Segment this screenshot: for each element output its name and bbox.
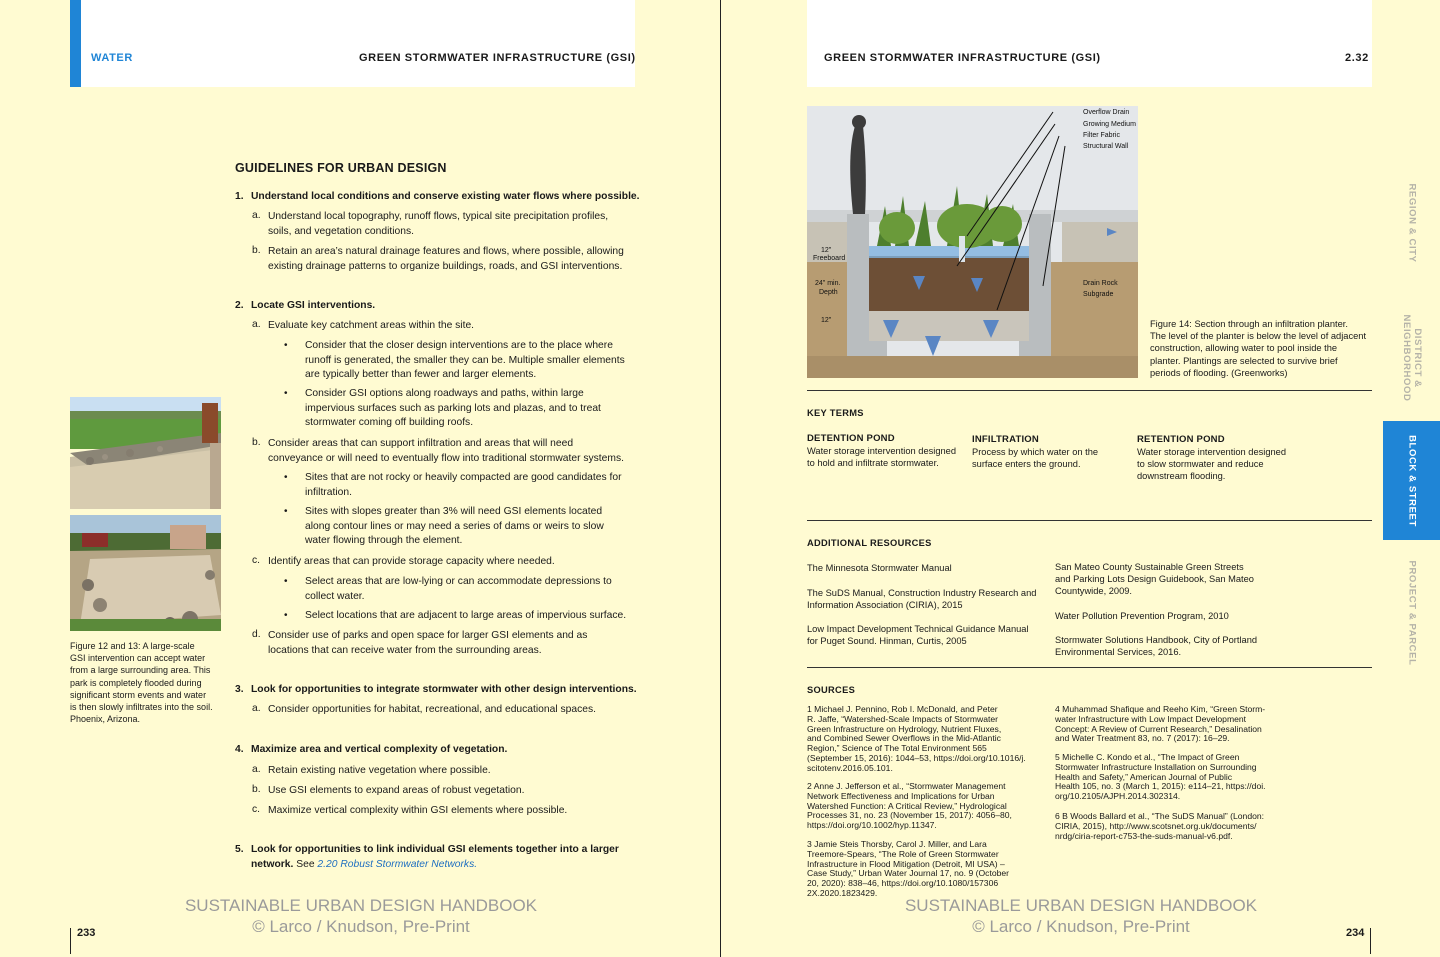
guideline-5: Look for opportunities to link individual GSI elements together into a larger network. See 2.20 Robust Stormwater Networks.: [251, 844, 619, 870]
side-tab-region-city[interactable]: [1383, 150, 1440, 295]
page-number-rule: [1370, 928, 1371, 954]
label-drain-rock: Drain Rock: [1083, 280, 1118, 287]
guideline-2c-bullet-1: Select areas that are low-lying or can accommodate depressions to collect water.: [305, 576, 612, 602]
label-subgrade: Subgrade: [1083, 291, 1114, 298]
guideline-1-number: 1.: [235, 191, 244, 202]
guideline-2b-bullet-1: Sites that are not rocky or heavily compacted are good candidates for infiltration.: [305, 472, 622, 498]
side-tab-label: DISTRICT & NEIGHBORHOOD: [1400, 314, 1423, 401]
resource-item: San Mateo County Sustainable Green Streets and Parking Lots Design Guidebook, San Mateo Countywide, 2009.: [1055, 562, 1254, 597]
source-2: 2 Anne J. Jefferson et al., “Stormwater Management Network Effectiveness and Implications for Urban Watershed Function: A Critical Review,” Hydrological Processes 31, no. 23 (November 15, 2017): 4056–80, https://doi.org/10.1002/hyp.11347.: [807, 781, 1012, 831]
label-filter-fabric: Filter Fabric: [1083, 132, 1120, 139]
bullet: •: [284, 340, 288, 351]
guideline-5-number: 5.: [235, 844, 244, 855]
list-letter: d.: [252, 629, 261, 640]
source-1: 1 Michael J. Pennino, Rob I. McDonald, and Peter R. Jaffe, “Watershed-Scale Impacts of Stormwater Green Infrastructure on Hydrology, Nutrient Fluxes, and Combined Sewer Overflows in the Mid-Atlantic Region,” Science of The Total Environment 565 (September 15, 2016): 1044–53, https://doi.org/10.1016/j. scitotenv.2016.05.101.: [807, 704, 1026, 773]
page-header: [70, 0, 635, 87]
side-tab-project-parcel[interactable]: [1383, 545, 1440, 680]
guideline-4a: Retain existing native vegetation where possible.: [268, 765, 491, 776]
guideline-2c: Identify areas that can provide storage capacity where needed.: [268, 556, 555, 567]
sources-heading: SOURCES: [807, 685, 856, 695]
label-depth-value: 24" min.: [815, 280, 841, 287]
list-letter: a.: [252, 210, 261, 221]
label-freeboard-value: 12": [821, 247, 832, 254]
term-detention-pond: DETENTION POND: [807, 433, 895, 444]
robust-stormwater-networks-link[interactable]: 2.20 Robust Stormwater Networks.: [317, 858, 478, 870]
guideline-2c-bullet-2: Select locations that are adjacent to large areas of impervious surface.: [305, 610, 627, 621]
term-infiltration: INFILTRATION: [972, 434, 1039, 445]
resource-item: Stormwater Solutions Handbook, City of Portland Environmental Services, 2016.: [1055, 635, 1258, 658]
guideline-2-number: 2.: [235, 300, 244, 311]
term-retention-pond-definition: Water storage intervention designed to slow stormwater and reduce downstream flooding.: [1137, 447, 1287, 482]
guideline-4: Maximize area and vertical complexity of vegetation.: [251, 744, 508, 755]
section-color-bar: [70, 0, 81, 87]
side-tab-district-neighborhood[interactable]: [1383, 295, 1440, 420]
guideline-2a: Evaluate key catchment areas within the site.: [268, 320, 475, 331]
park-photo-2: [70, 515, 221, 631]
key-terms-heading: KEY TERMS: [807, 408, 864, 418]
guideline-2d: Consider use of parks and open space for larger GSI elements and as locations that can receive water from the surrounding areas.: [268, 630, 588, 656]
guideline-3-number: 3.: [235, 684, 244, 695]
figure-14-caption: Figure 14: Section through an infiltration planter. The level of the planter is below the level of adjacent construction, allowing water to pool inside the planter. Plantings are selected to survive brief periods of flooding. (Greenworks): [1150, 319, 1367, 378]
guideline-3a: Consider opportunities for habitat, recreational, and educational spaces.: [268, 704, 596, 715]
list-letter: b.: [252, 245, 261, 256]
label-structural-wall: Structural Wall: [1083, 143, 1129, 150]
page-number-rule: [70, 928, 71, 954]
divider: [807, 667, 1372, 668]
guideline-1a: Understand local topography, runoff flows, typical site precipitation profiles, soils, and vegetation conditions.: [268, 211, 609, 237]
resource-item: The Minnesota Stormwater Manual: [807, 563, 952, 573]
side-tab-label: BLOCK & STREET: [1406, 434, 1417, 527]
source-3: 3 Jamie Steis Thorsby, Carol J. Miller, and Lara Treemore-Spears, “The Role of Green Stormwater Infrastructure in Flood Mitigation (Detroit, MI USA) – Case Study,” Urban Water Journal 17, no. 9 (October 20, 2020): 838–46, https://doi.org/10.1080/157306 2X.2020.1823429.: [807, 839, 1010, 898]
label-freeboard: Freeboard: [813, 255, 846, 262]
list-letter: a.: [252, 703, 261, 714]
figure-12-13-caption: Figure 12 and 13: A large-scale GSI intervention can accept water from a large surrounding area. This park is completely flooded during significant storm events and water is then slowly infiltrates into the soil. Phoenix, Arizona.: [70, 641, 213, 725]
bullet: •: [284, 388, 288, 399]
resource-item: Low Impact Development Technical Guidance Manual for Puget Sound. Hinman, Curtis, 2005: [807, 624, 1029, 647]
list-letter: c.: [252, 804, 261, 815]
section-number: 2.32: [1345, 52, 1369, 64]
bullet: •: [284, 610, 288, 621]
label-overflow-drain: Overflow Drain: [1083, 109, 1130, 116]
resource-item: The SuDS Manual, Construction Industry Research and Information Association (CIRIA), 2015: [807, 588, 1037, 611]
list-letter: c.: [252, 555, 261, 566]
resource-item: Water Pollution Prevention Program, 2010: [1055, 611, 1229, 621]
term-infiltration-definition: Process by which water on the surface enters the ground.: [972, 447, 1099, 470]
guideline-2a-bullet-2: Consider GSI options along roadways and paths, within large impervious surfaces such as parking lots and plazas, and to treat stormwater coming off building roofs.: [305, 388, 601, 429]
section-label: WATER: [91, 52, 133, 64]
watermark: SUSTAINABLE URBAN DESIGN HANDBOOK © Larco / Knudson, Pre-Print: [904, 896, 1258, 936]
guideline-4-number: 4.: [235, 744, 244, 755]
page-number: 234: [1346, 927, 1365, 939]
guideline-2: Locate GSI interventions.: [251, 300, 376, 311]
guideline-4b: Use GSI elements to expand areas of robust vegetation.: [268, 785, 525, 796]
list-letter: a.: [252, 319, 261, 330]
bullet: •: [284, 506, 288, 517]
side-tab-label: REGION & CITY: [1406, 182, 1417, 263]
source-4: 4 Muhammad Shafique and Reeho Kim, “Green Storm- water Infrastructure with Low Impact Development Concept: A Review of Current Research,” Desalination and Water Treatment 83, no. 7 (2017): 16–29.: [1055, 704, 1266, 744]
term-detention-pond-definition: Water storage intervention designed to hold and infiltrate stormwater.: [807, 446, 957, 469]
label-depth: Depth: [819, 289, 838, 296]
side-tab-block-street[interactable]: [1383, 421, 1440, 540]
list-letter: b.: [252, 784, 261, 795]
guideline-3: Look for opportunities to integrate stormwater with other design interventions.: [251, 684, 637, 695]
side-tab-label: PROJECT & PARCEL: [1406, 560, 1417, 665]
watermark: SUSTAINABLE URBAN DESIGN HANDBOOK © Larco / Knudson, Pre-Print: [184, 896, 538, 936]
chapter-title: GREEN STORMWATER INFRASTRUCTURE (GSI): [824, 52, 1101, 64]
divider: [807, 520, 1372, 521]
source-6: 6 B Woods Ballard et al., “The SuDS Manual” (London: CIRIA, 2015), http://www.scotsnet.org.uk/documents/ nrdg/ciria-report-c753-the-suds-manual-v6.pdf.: [1055, 811, 1265, 841]
guideline-4c: Maximize vertical complexity within GSI elements where possible.: [268, 805, 568, 816]
bullet: •: [284, 576, 288, 587]
label-gravel-depth: 12": [821, 317, 832, 324]
bullet: •: [284, 472, 288, 483]
chapter-title: GREEN STORMWATER INFRASTRUCTURE (GSI): [359, 52, 636, 64]
guideline-2a-bullet-1: Consider that the closer design interventions are to the place where runoff is generated, the smaller they can be. Multiple smaller elements are typically better than fewer and larger elements.: [305, 340, 625, 381]
park-photo-1: [70, 397, 221, 509]
term-retention-pond: RETENTION POND: [1137, 434, 1225, 445]
page-header: [807, 0, 1372, 87]
infiltration-planter-diagram: [807, 106, 1138, 378]
guideline-1: Understand local conditions and conserve existing water flows where possible.: [251, 191, 640, 202]
right-page: [721, 0, 1440, 957]
page-number: 233: [77, 927, 96, 939]
guidelines-heading: GUIDELINES FOR URBAN DESIGN: [235, 161, 447, 175]
label-growing-medium: Growing Medium: [1083, 121, 1136, 128]
list-letter: b.: [252, 437, 261, 448]
list-letter: a.: [252, 764, 261, 775]
guideline-2b-bullet-2: Sites with slopes greater than 3% will need GSI elements located along contour lines or may need a series of dams or weirs to slow water flowing through the element.: [305, 506, 604, 547]
source-5: 5 Michelle C. Kondo et al., “The Impact of Green Stormwater Infrastructure Installation on Surrounding Health and Safety,” American Journal of Public Health 105, no. 3 (March 1, 2015): e114–21, https://doi. org/10.2105/AJPH.2014.302314.: [1055, 752, 1266, 802]
guideline-2b: Consider areas that can support infiltration and areas that will need conveyance or will need to eventually flow into traditional stormwater systems.: [268, 438, 624, 464]
additional-resources-heading: ADDITIONAL RESOURCES: [807, 538, 932, 548]
guideline-1b: Retain an area’s natural drainage features and flows, where possible, allowing existing drainage patterns to organize buildings, roads, and GSI interventions.: [268, 246, 624, 272]
divider: [807, 390, 1372, 391]
